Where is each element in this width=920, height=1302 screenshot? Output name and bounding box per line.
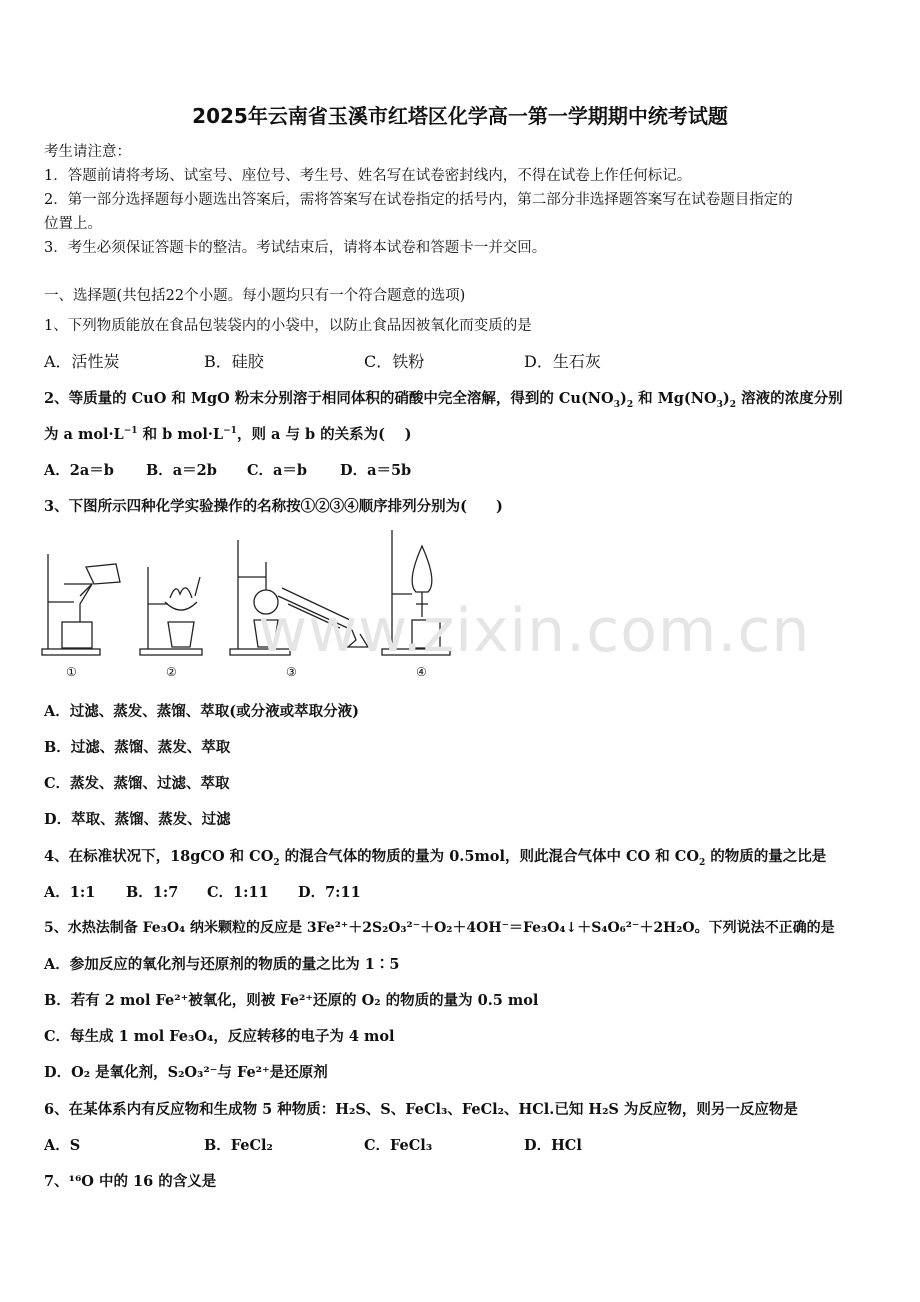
notice-item-3: 3．考生必须保证答题卡的整洁。考试结束后，请将本试卷和答题卡一并交回。 bbox=[44, 240, 547, 256]
figure-caption-4: ④ bbox=[416, 665, 427, 679]
q6-option-c: C．FeCl₃ bbox=[364, 1137, 433, 1154]
figure-caption-2: ② bbox=[166, 665, 177, 679]
q5-option-b: B．若有 2 mol Fe²⁺被氧化，则被 Fe²⁺还原的 O₂ 的物质的量为 0.5 mol bbox=[44, 992, 539, 1009]
notice-item-2-cont: 位置上。 bbox=[44, 216, 102, 232]
q3-option-b: B．过滤、蒸馏、蒸发、萃取 bbox=[44, 739, 231, 756]
q5-option-c: C．每生成 1 mol Fe₃O₄，反应转移的电子为 4 mol bbox=[44, 1028, 395, 1045]
q1-option-b: B．硅胶 bbox=[204, 352, 264, 371]
q2-option-c: C．a＝b bbox=[247, 462, 308, 479]
notice-item-1: 1．答题前请将考场、试室号、座位号、考生号、姓名写在试卷密封线内，不得在试卷上作任何标记。 bbox=[44, 168, 692, 184]
q2-option-b: B．a＝2b bbox=[146, 462, 217, 479]
filtration-apparatus bbox=[42, 554, 120, 655]
q2-option-d: D．a＝5b bbox=[340, 462, 412, 479]
question-3-stem: 3、下图所示四种化学实验操作的名称按①②③④顺序排列分别为( ) bbox=[44, 498, 503, 515]
evaporation-apparatus bbox=[140, 567, 202, 655]
q6-option-d: D．HCl bbox=[524, 1137, 582, 1154]
q4-option-d: D．7:11 bbox=[298, 884, 361, 901]
notice-heading: 考生请注意： bbox=[44, 144, 131, 160]
question-2-stem-cont: 为 a $mol\cdot L^{-1}$ 和 b $mol\cdot L^{-1}$，则 a 与 b 的关系为( ) bbox=[44, 426, 412, 443]
q3-option-a: A．过滤、蒸发、蒸馏、萃取(或分液或萃取分液) bbox=[44, 703, 359, 720]
figure-caption-1: ① bbox=[66, 665, 77, 679]
q5-option-d: D．O₂ 是氧化剂，S₂O₃²⁻与 Fe²⁺是还原剂 bbox=[44, 1064, 328, 1081]
q4-option-c: C．1:11 bbox=[207, 884, 269, 901]
q2-option-a: A．2a＝b bbox=[44, 462, 114, 479]
q1-option-a: A．活性炭 bbox=[44, 352, 120, 371]
q6-option-a: A．S bbox=[44, 1137, 81, 1154]
question-4-stem: 4、在标准状况下，18gCO 和 $CO_2$ 的混合气体的物质的量为 0.5mol，则此混合气体中 CO 和 $CO_2$ 的物质的量之比是 bbox=[44, 848, 827, 868]
q3-option-d: D．萃取、蒸馏、蒸发、过滤 bbox=[44, 811, 231, 828]
question-6-stem: 6、在某体系内有反应物和生成物 5 种物质：H₂S、S、FeCl₃、FeCl₂、HCl.已知 H₂S 为反应物，则另一反应物是 bbox=[44, 1101, 798, 1118]
figure-caption-3: ③ bbox=[286, 665, 297, 679]
q6-option-b: B．FeCl₂ bbox=[204, 1137, 273, 1154]
question-2-stem: 2、等质量的 CuO 和 MgO 粉末分别溶于相同体积的硝酸中完全溶解，得到的 $Cu(NO_3)_2$ 和 $Mg(NO_3)_2$ 溶液的浓度分别 bbox=[44, 390, 843, 410]
watermark: www.zixin.com.cn bbox=[258, 596, 811, 666]
section-heading: 一、选择题(共包括22个小题。每小题均只有一个符合题意的选项) bbox=[44, 288, 466, 304]
q1-option-d: D．生石灰 bbox=[524, 352, 601, 371]
q3-option-c: C．蒸发、蒸馏、过滤、萃取 bbox=[44, 775, 230, 792]
q4-option-b: B．1:7 bbox=[126, 884, 179, 901]
q1-option-c: C．铁粉 bbox=[364, 352, 425, 371]
page-title: 2025年云南省玉溪市红塔区化学高一第一学期期中统考试题 bbox=[192, 104, 728, 128]
notice-item-2: 2．第一部分选择题每小题选出答案后，需将答案写在试卷指定的括号内，第二部分非选择题答案写在试卷题目指定的 bbox=[44, 192, 793, 208]
q4-option-a: A．1:1 bbox=[44, 884, 96, 901]
question-5-stem: 5、水热法制备 Fe₃O₄ 纳米颗粒的反应是 3Fe²⁺＋2S₂O₃²⁻＋O₂＋4OH⁻＝Fe₃O₄↓＋S₄O₆²⁻＋2H₂O。下列说法不正确的是 bbox=[44, 920, 835, 936]
question-7-stem: 7、¹⁶O 中的 16 的含义是 bbox=[44, 1173, 217, 1190]
question-1-stem: 1、下列物质能放在食品包装袋内的小袋中，以防止食品因被氧化而变质的是 bbox=[44, 318, 532, 334]
q5-option-a: A．参加反应的氧化剂与还原剂的物质的量之比为 1∶5 bbox=[44, 956, 400, 973]
